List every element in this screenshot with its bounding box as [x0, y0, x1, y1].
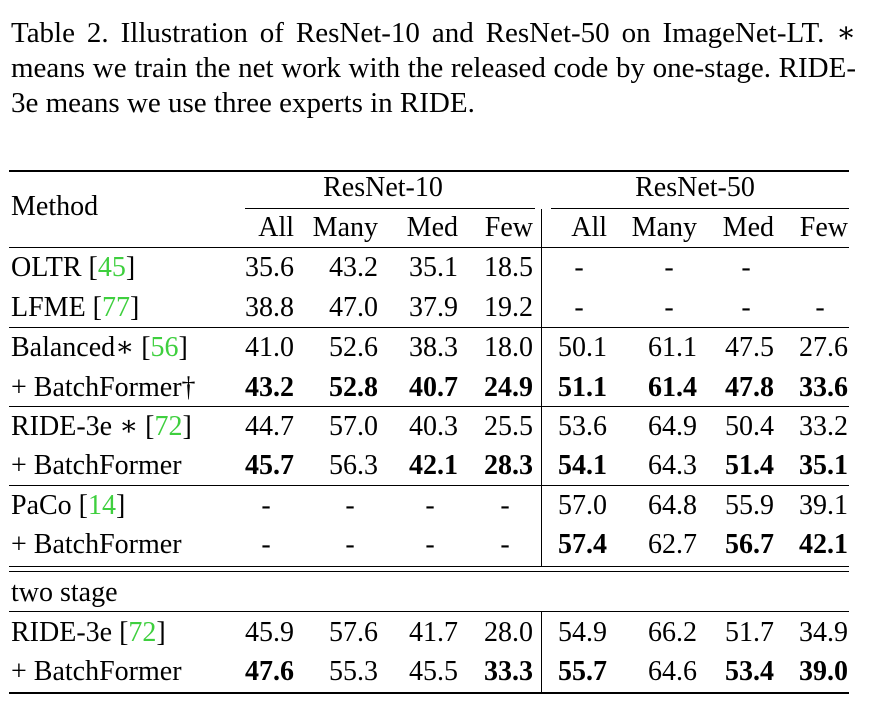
rule-line — [9, 571, 849, 572]
method-name: + BatchFormer — [11, 656, 182, 687]
method-suffix: ] — [182, 411, 192, 442]
table-cell: 34.9 — [799, 617, 848, 648]
table-cell: 62.7 — [648, 529, 697, 560]
row-method — [11, 528, 182, 562]
citation-link[interactable]: 56 — [150, 332, 179, 363]
method-name: OLTR [ — [11, 252, 98, 283]
method-suffix: ] — [178, 332, 188, 363]
table-cell: - — [261, 490, 271, 521]
table-cell: 42.1 — [799, 529, 848, 560]
table-cell: 33.2 — [799, 411, 848, 442]
table-cell: - — [815, 292, 825, 323]
table-cell: 18.0 — [484, 332, 533, 363]
table-cell: 33.3 — [484, 656, 533, 687]
table-cell: 47.5 — [725, 332, 774, 363]
table-cell: 55.9 — [725, 490, 774, 521]
table-cell: 28.0 — [484, 617, 533, 648]
rule-line — [9, 485, 849, 486]
table-cell: 50.4 — [725, 411, 774, 442]
column-header: All — [571, 212, 607, 243]
table-cell: 53.6 — [558, 411, 607, 442]
table-cell: 56.7 — [725, 529, 774, 560]
table-cell: 55.7 — [558, 656, 607, 687]
table-cell: 55.3 — [329, 656, 378, 687]
table-cell: 38.3 — [409, 332, 458, 363]
table-cell: 37.9 — [409, 292, 458, 323]
row-method — [11, 616, 166, 650]
table-cell: 57.0 — [558, 490, 607, 521]
table-cell: 45.9 — [245, 617, 294, 648]
column-header: Med — [406, 212, 458, 243]
citation-link[interactable]: 72 — [128, 617, 157, 648]
method-name: Balanced∗ [ — [11, 332, 151, 363]
table-cell: 43.2 — [329, 252, 378, 283]
column-separator — [541, 209, 542, 567]
table-cell: 57.4 — [558, 529, 607, 560]
table-cell: - — [425, 490, 435, 521]
table-cell: - — [261, 529, 271, 560]
rule-line — [9, 406, 849, 407]
column-header: Many — [312, 212, 378, 243]
rule-line — [9, 611, 849, 612]
table-cell: 47.8 — [725, 372, 774, 403]
table-cell: - — [664, 292, 674, 323]
table-cell: 27.6 — [799, 332, 848, 363]
table-cell: 66.2 — [648, 617, 697, 648]
rule-line — [9, 170, 849, 172]
table-cell: 51.1 — [558, 372, 607, 403]
table-cell: 51.7 — [725, 617, 774, 648]
table-cell: 25.5 — [484, 411, 533, 442]
column-header: Few — [799, 212, 848, 243]
table-cell: 47.6 — [245, 656, 294, 687]
row-method — [11, 331, 188, 365]
section-label-two-stage: two stage — [11, 577, 118, 608]
table-cell: 64.9 — [648, 411, 697, 442]
citation-link[interactable]: 72 — [154, 411, 183, 442]
row-method — [11, 371, 196, 405]
table-cell: - — [574, 252, 584, 283]
table-cell: 28.3 — [484, 450, 533, 481]
method-suffix: ] — [116, 490, 126, 521]
table-cell: 45.7 — [245, 450, 294, 481]
table-cell: 43.2 — [245, 372, 294, 403]
table-cell: 19.2 — [484, 292, 533, 323]
table-cell: 54.1 — [558, 450, 607, 481]
table-cell: - — [345, 529, 355, 560]
table-cell: 53.4 — [725, 656, 774, 687]
table-cell: 45.5 — [409, 656, 458, 687]
table-cell: - — [345, 490, 355, 521]
table-cell: 35.1 — [799, 450, 848, 481]
table-cell: 41.7 — [409, 617, 458, 648]
table-cell: - — [574, 292, 584, 323]
method-name: RIDE-3e [ — [11, 617, 129, 648]
table-cell: 52.6 — [329, 332, 378, 363]
table-cell: - — [741, 252, 751, 283]
table-cell: 39.0 — [799, 656, 848, 687]
table-cell: 64.6 — [648, 656, 697, 687]
table-cell: 40.3 — [409, 411, 458, 442]
citation-link[interactable]: 45 — [97, 252, 126, 283]
method-suffix: ] — [125, 252, 136, 283]
column-separator — [541, 612, 542, 692]
rule-line — [9, 327, 849, 328]
method-name: + BatchFormer — [11, 450, 182, 481]
table-cell: 64.3 — [648, 450, 697, 481]
caption-text: Illustration of ResNet-10 and ResNet-50 on ImageNet-LT. ∗ means we train the net work with the released code by one-stage. RIDE-3e means we use three experts in RIDE. — [11, 17, 857, 119]
method-header: Method — [11, 191, 99, 222]
group-header-resnet10: ResNet-10 — [323, 172, 443, 203]
table-cell: - — [425, 529, 435, 560]
column-header: Few — [484, 212, 533, 243]
citation-link[interactable]: 14 — [88, 490, 116, 521]
table-cell: 52.8 — [329, 372, 378, 403]
method-name: PaCo [ — [11, 490, 88, 521]
table-cell: 44.7 — [245, 411, 294, 442]
row-method — [11, 449, 182, 483]
column-header: Med — [722, 212, 774, 243]
table-cell: 61.4 — [648, 372, 697, 403]
table-cell: - — [500, 490, 510, 521]
row-method — [11, 410, 192, 444]
table-cell: - — [741, 292, 751, 323]
table-cell: 61.1 — [648, 332, 697, 363]
rule-line — [9, 692, 849, 694]
table-cell: 56.3 — [329, 450, 378, 481]
caption-label: Table 2. — [11, 17, 109, 49]
table-cell: 33.6 — [799, 372, 848, 403]
rule-line — [9, 247, 849, 248]
row-method — [11, 655, 182, 689]
table-cell: - — [500, 529, 510, 560]
row-method — [11, 251, 135, 285]
table-cell: 40.7 — [409, 372, 458, 403]
table-cell: 41.0 — [245, 332, 294, 363]
rule-line — [551, 208, 849, 209]
table-cell: 51.4 — [725, 450, 774, 481]
group-header-resnet50: ResNet-50 — [635, 172, 755, 203]
table-cell: 50.1 — [558, 332, 607, 363]
table-cell: - — [664, 252, 674, 283]
method-name: + BatchFormer† — [11, 372, 196, 403]
table-cell: 57.0 — [329, 411, 378, 442]
table-cell: 35.1 — [409, 252, 458, 283]
table-cell: 64.8 — [648, 490, 697, 521]
table-cell: 18.5 — [484, 252, 533, 283]
rule-line — [9, 566, 849, 567]
method-name: LFME [ — [11, 292, 102, 323]
method-name: + BatchFormer — [11, 529, 182, 560]
row-method — [11, 489, 125, 523]
table-cell: 38.8 — [245, 292, 294, 323]
citation-link[interactable]: 77 — [102, 292, 130, 323]
table-cell: 57.6 — [329, 617, 378, 648]
table-cell: 54.9 — [558, 617, 607, 648]
table-caption — [11, 16, 856, 121]
column-header: All — [258, 212, 294, 243]
table-cell: 42.1 — [409, 450, 458, 481]
method-name: RIDE-3e ∗ [ — [11, 411, 155, 442]
table-cell: 39.1 — [799, 490, 848, 521]
row-method — [11, 291, 139, 325]
table-cell: 35.6 — [245, 252, 294, 283]
method-suffix: ] — [156, 617, 166, 648]
table-cell: 24.9 — [484, 372, 533, 403]
table-cell: 47.0 — [329, 292, 378, 323]
method-suffix: ] — [130, 292, 140, 323]
column-header: Many — [631, 212, 697, 243]
rule-line — [245, 208, 535, 209]
